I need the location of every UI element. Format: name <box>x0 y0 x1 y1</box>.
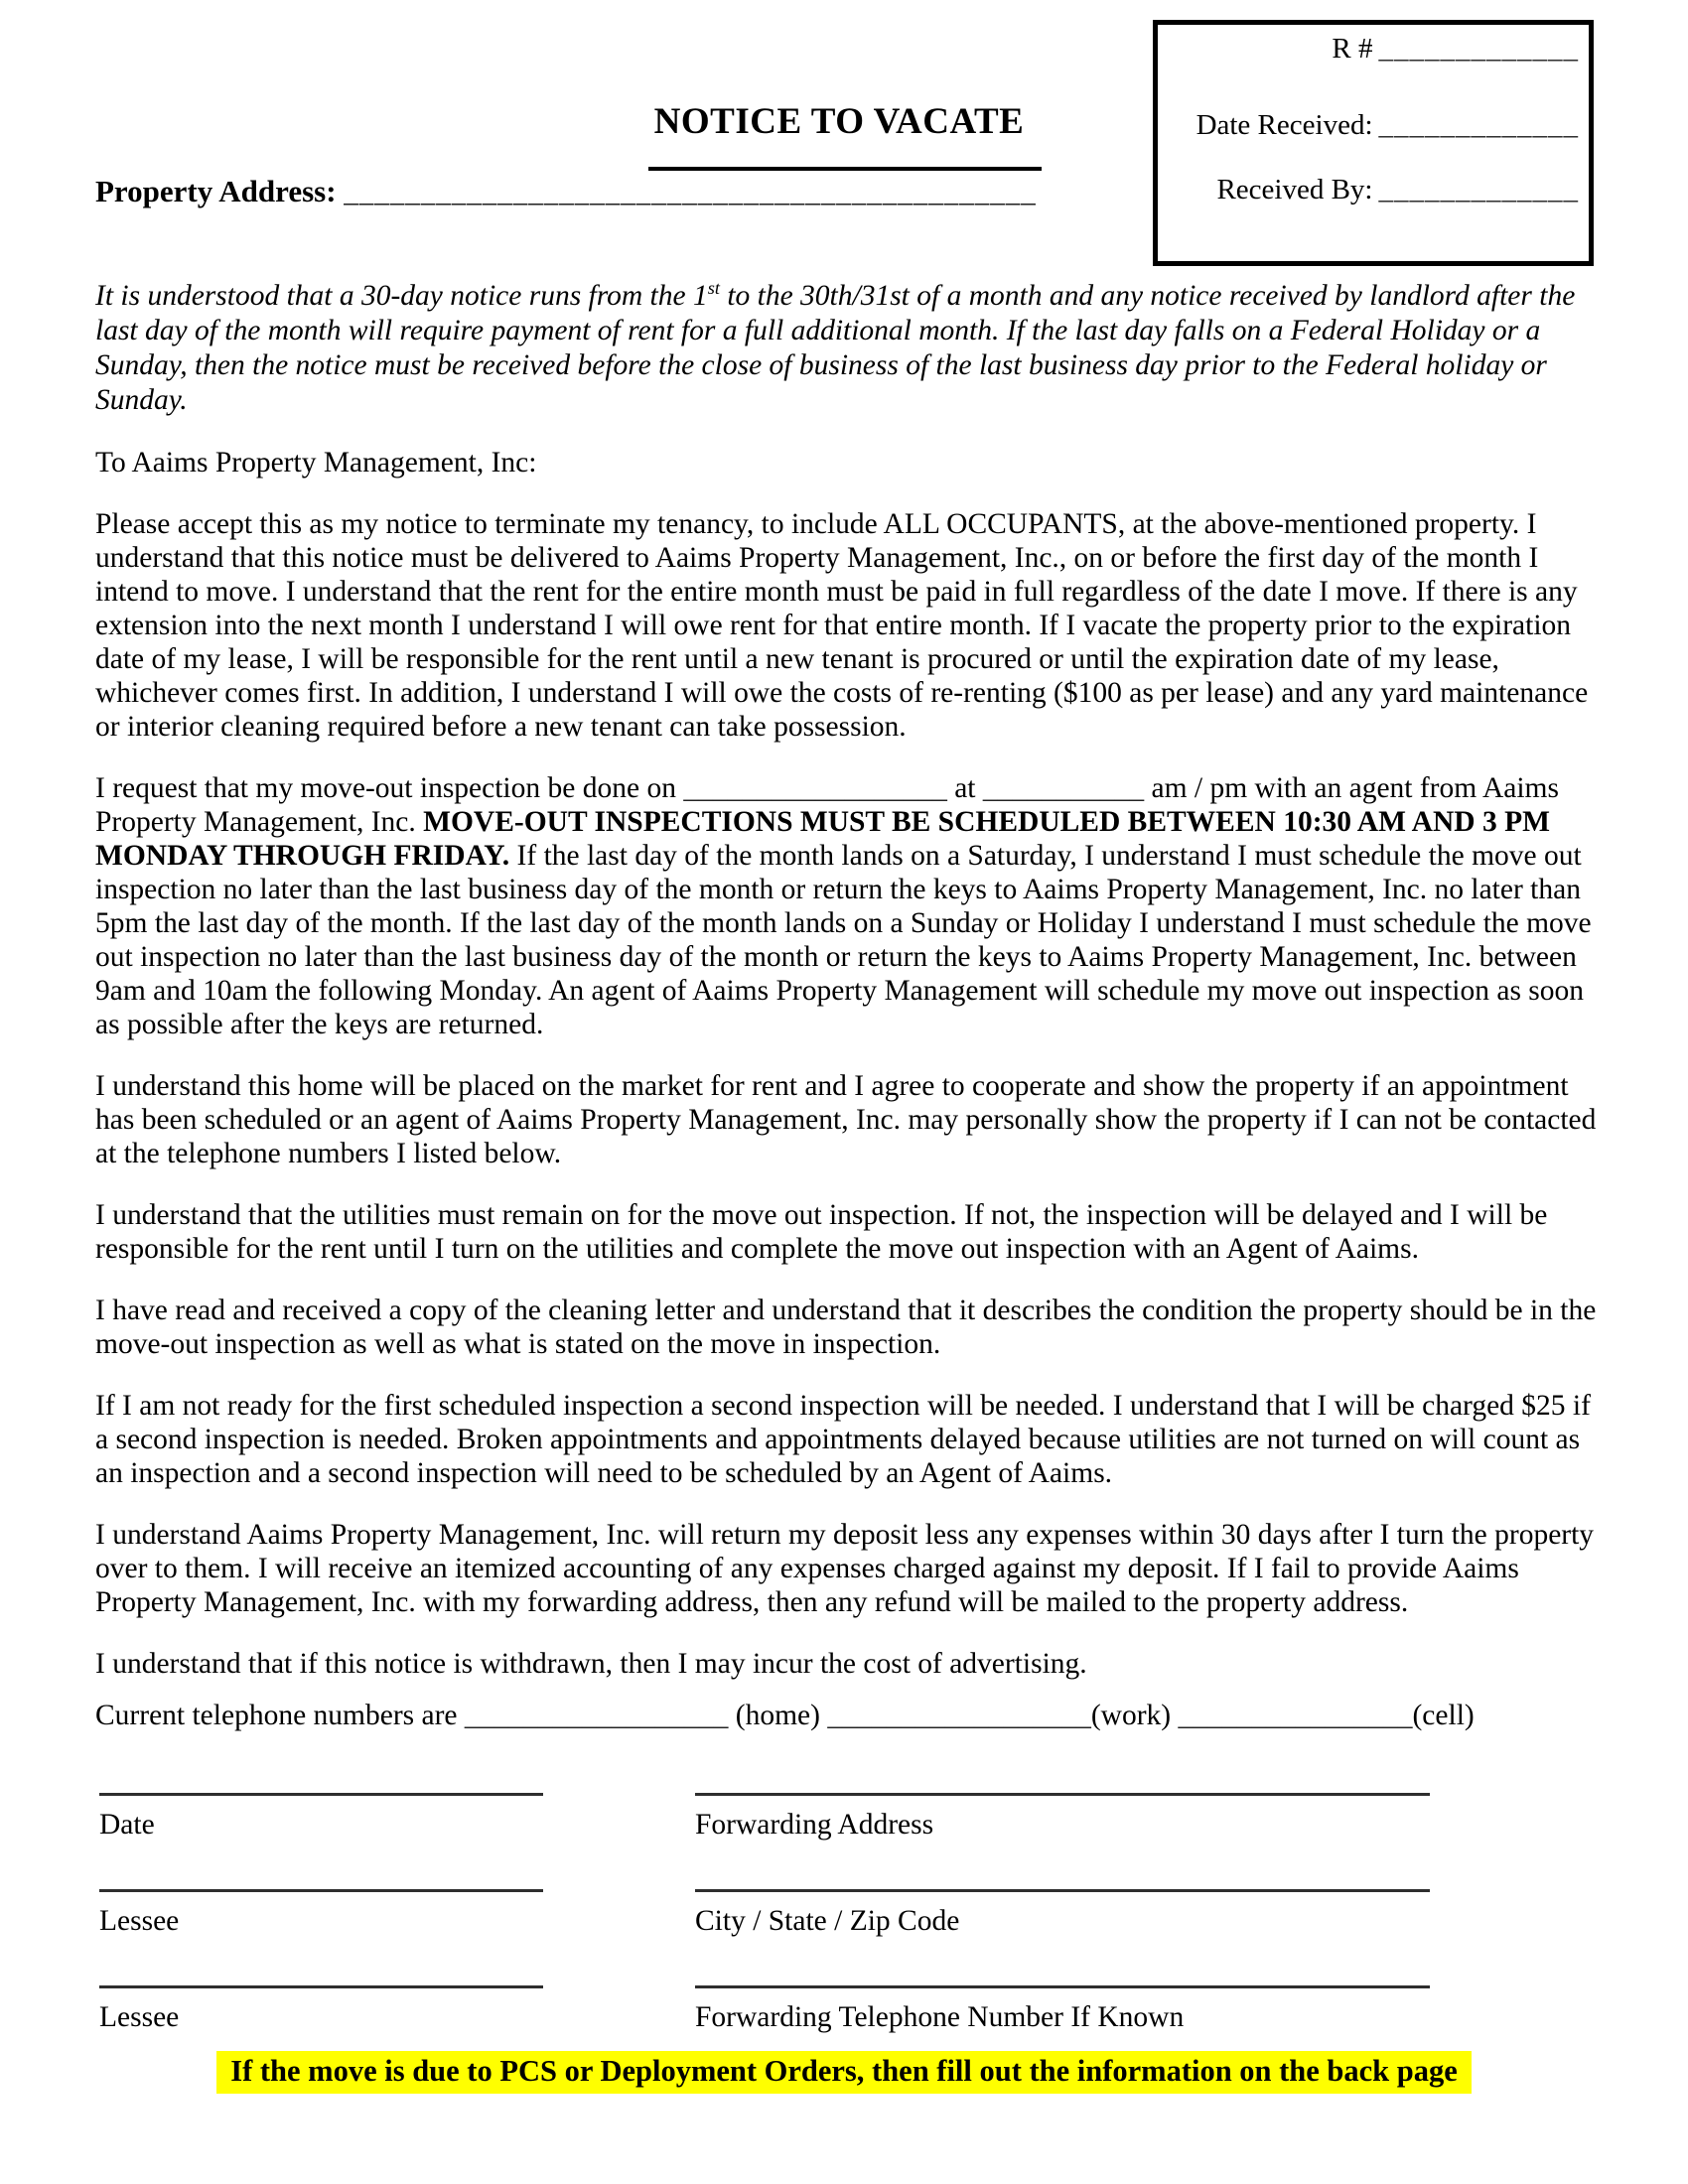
city-state-zip-line[interactable] <box>695 1889 1430 1892</box>
paragraph-cleaning: I have read and received a copy of the cleaning letter and understand that it describes the condition the property should be in the move-out inspection as well as what is stated on the move in inspection. <box>95 1295 1597 1360</box>
office-use-box <box>1153 20 1594 266</box>
lessee-signature-line-1[interactable] <box>99 1889 543 1892</box>
property-address-row <box>95 174 1037 209</box>
date-received-field[interactable]: _____________ <box>1378 109 1579 141</box>
intro-part1: It is understood that a 30-day notice runs from the 1 <box>95 280 708 312</box>
work-phone-field[interactable]: __________________ <box>827 1700 1091 1731</box>
paragraph-notice: Please accept this as my notice to terminate my tenancy, to include ALL OCCUPANTS, at the above-mentioned property. I understand that this notice must be delivered to Aaims Property Management, Inc., on or before the first day of the month I intend to move. I understand that the rent for the entire month must be paid in full regardless of the date I move. If there is any extension into the next month I understand I will owe rent for that entire month. If I vacate the property prior to the expiration date of my lease, I will be responsible for the rent until a new tenant is procured or until the expiration date of my lease, whichever comes first. In addition, I understand I will owe the costs of re-renting ($100 as per lease) and any yard maintenance or interior cleaning required before a new tenant can take possession. <box>95 508 1589 743</box>
paragraph-market: I understand this home will be placed on the market for rent and I agree to cooperate and show the property if an appointment has been scheduled or an agent of Aaims Property Management, Inc. may personally show the property if I can not be contacted at the telephone numbers I listed below. <box>95 1070 1597 1169</box>
paragraph-utilities: I understand that the utilities must remain on for the move out inspection. If not, the inspection will be delayed and I will be responsible for the rent until I turn on the utilities and complete the move out inspection with an Agent of Aaims. <box>95 1199 1548 1265</box>
document-body <box>95 279 1597 1708</box>
home-phone-field[interactable]: __________________ <box>464 1700 729 1731</box>
paragraph-second-inspection: If I am not ready for the first scheduled inspection a second inspection will be needed. I understand that I will be charged $25 if a second inspection is needed. Broken appointments and appointments delayed because utilities are not turned on will count as an inspection and a second inspection will need to be scheduled by an Agent of Aaims. <box>95 1390 1591 1489</box>
received-by-row <box>1158 174 1579 206</box>
lessee-label-1: Lessee <box>99 1905 180 1937</box>
inspection-time-field[interactable]: ___________ <box>982 772 1145 804</box>
inspection-at: at <box>946 772 983 804</box>
forwarding-telephone-line[interactable] <box>695 1985 1430 1988</box>
telephone-prefix: Current telephone numbers are <box>95 1700 465 1731</box>
inspection-date-field[interactable]: __________________ <box>683 772 947 804</box>
cell-phone-field[interactable]: ________________ <box>1178 1700 1413 1731</box>
intro-part2: to the 30th/31st of a month and any notice received by landlord after the last day of the month will require payment of rent for a full additional month. If the last day falls on a Federal Holiday or a Sunday, then the notice must be received before the close of business of the last business day prior to the Federal holiday or Sunday. <box>95 280 1576 416</box>
property-address-field[interactable]: _____________________________________________ <box>344 177 1037 208</box>
pcs-note-row <box>0 2051 1688 2094</box>
page-title: NOTICE TO VACATE <box>653 101 1025 142</box>
paragraph-inspection <box>95 771 1597 1041</box>
work-label: (work) <box>1090 1700 1179 1731</box>
paragraph-deposit: I understand Aaims Property Management, Inc. will return my deposit less any expenses within 30 days after I turn the property over to them. I will receive an itemized accounting of any expenses charged against my deposit. If I fail to provide Aaims Property Management, Inc. with my forwarding address, then any refund will be mailed to the property address. <box>95 1519 1595 1618</box>
telephone-numbers-line <box>95 1700 1597 1732</box>
forwarding-telephone-label: Forwarding Telephone Number If Known <box>695 2001 1185 2033</box>
title-underline <box>648 167 1042 171</box>
inspection-part3: If the last day of the month lands on a Saturday, I understand I must schedule the move out inspection no later than the last business day of the month or return the keys to Aaims Property Management, Inc. no later than 5pm the last day of the month. If the last day of the month lands on a Sunday or Holiday I understand I must schedule the move out inspection no later than the last business day of the month or return the keys to Aaims Property Management, Inc. between 9am and 10am the following Monday. An agent of Aaims Property Management will schedule my move out inspection as soon as possible after the keys are returned. <box>95 840 1592 1040</box>
received-by-field[interactable]: _____________ <box>1378 174 1579 205</box>
salutation: To Aaims Property Management, Inc: <box>95 447 537 478</box>
inspection-part2: am / pm with an agent from Aaims Property Management, Inc. <box>95 772 1559 838</box>
r-number-field[interactable]: _____________ <box>1378 33 1579 65</box>
forwarding-address-label: Forwarding Address <box>695 1809 934 1841</box>
r-number-label: R # <box>1332 33 1373 65</box>
date-signature-line[interactable] <box>99 1793 543 1796</box>
forwarding-address-line[interactable] <box>695 1793 1430 1796</box>
inspection-part1: I request that my move-out inspection be done on <box>95 772 684 804</box>
date-received-label: Date Received: <box>1196 109 1373 141</box>
property-address-label: Property Address: <box>95 174 337 208</box>
home-label: (home) <box>728 1700 828 1731</box>
received-by-label: Received By: <box>1216 174 1373 205</box>
city-state-zip-label: City / State / Zip Code <box>695 1905 960 1937</box>
lessee-label-2: Lessee <box>99 2001 180 2033</box>
pcs-highlighted-note: If the move is due to PCS or Deployment Orders, then fill out the information on the back page <box>216 2051 1472 2094</box>
paragraph-withdrawn: I understand that if this notice is withdrawn, then I may incur the cost of advertising. <box>95 1648 1087 1680</box>
intro-superscript: st <box>707 278 720 299</box>
lessee-signature-line-2[interactable] <box>99 1985 543 1988</box>
inspection-bold-notice: MOVE-OUT INSPECTIONS MUST BE SCHEDULED BETWEEN 10:30 AM AND 3 PM MONDAY THROUGH FRIDAY. <box>95 806 1550 872</box>
date-label: Date <box>99 1809 155 1841</box>
intro-paragraph <box>95 279 1597 418</box>
r-number-row <box>1158 33 1579 66</box>
cell-label: (cell) <box>1412 1700 1475 1731</box>
